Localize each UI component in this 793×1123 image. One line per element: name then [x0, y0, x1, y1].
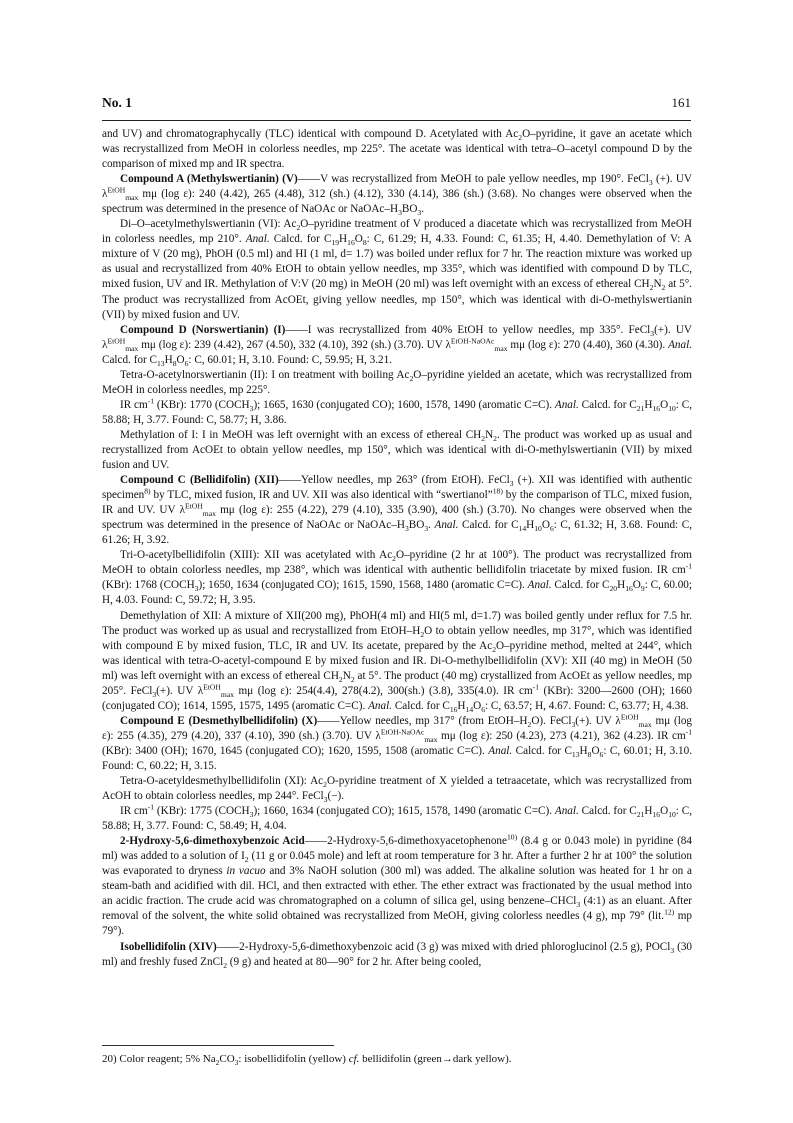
text-run: ——V was recrystallized from MeOH to pale yellow needles, mp 190°. FeCl — [297, 173, 649, 186]
superscript: 8) — [144, 486, 151, 496]
italic-text: in vacuo — [226, 865, 266, 878]
text-run: mμ (log ε): 250 (4.23), 273 (4.21), 362 (4.23). IR cm — [437, 729, 686, 742]
text-run: : C, 63.57; H, 4.67. Found: C, 63.77; H, 4.38. — [485, 699, 689, 712]
superscript: -1 — [685, 561, 692, 571]
italic-text: Anal. — [554, 805, 579, 818]
text-run: H — [579, 744, 588, 757]
text-run: ——2-Hydroxy-5,6-dimethoxyacetophenone — [304, 835, 507, 848]
subscript: 6 — [184, 358, 189, 368]
text-run: ——Yellow needles, mp 263° (from EtOH). FeCl — [278, 474, 510, 487]
text-run: Calcd. for C — [551, 579, 610, 592]
text-run: ——I was recrystallized from 40% EtOH to yellow needles, mp 335°. FeCl — [285, 323, 651, 336]
text-run: : C, 60.00; H, 4.03. Found: C, 59.72; H, 3.95. — [102, 579, 693, 607]
text-run: Calcd. for C — [578, 398, 637, 411]
text-run: Calcd. for C — [392, 699, 450, 712]
subscript: 3 — [648, 178, 653, 188]
text-run: (+). UV λ — [156, 684, 204, 697]
text-run: and UV) and chromatographycally (TLC) identical with compound D. Acetylated with Ac — [102, 128, 519, 140]
text-run: Calcd. for C — [578, 805, 637, 818]
paragraph-p7 — [102, 428, 692, 473]
header-rule — [102, 120, 691, 121]
text-run: mμ (log ε): 255 (4.35), 279 (4.20), 337 (4.10), 390 (sh.) (3.70). UV λ — [102, 714, 693, 742]
subscript: 16 — [347, 238, 355, 248]
subscript: 10 — [668, 404, 676, 414]
text-run: : C, 60.01; H, 3.10. Found: C, 59.95; H, 3.21. — [188, 353, 392, 366]
text-run: : C, 60.01; H, 3.10. Found: C, 60.22; H, 3.15. — [102, 744, 692, 772]
paragraph-p10 — [102, 609, 692, 714]
text-run: H — [164, 353, 173, 366]
text-run: ); 1650, 1634 (conjugated CO); 1615, 1590, 1568, 1480 (aromatic C=C). — [198, 579, 528, 592]
text-run: (30 ml) and freshly fused ZnCl — [102, 940, 693, 968]
article-body — [102, 127, 692, 970]
text-run: O — [354, 233, 363, 246]
paragraph-p14 — [102, 834, 692, 939]
subscript: 16 — [625, 584, 633, 594]
text-run: mμ (log ε): 270 (4.40), 360 (4.30). — [507, 338, 669, 351]
text-run: mμ (log ε): 255 (4.22), 279 (4.10), 335 (3.90), 400 (sh.) (3.70). No changes were observed when the spectrum was determined in the presence of NaOAc or NaOAc–H — [102, 504, 692, 532]
text-run: (KBr): 3400 (OH); 1670, 1645 (conjugated CO); 1620, 1595, 1508 (aromatic C=C). — [102, 744, 489, 757]
text-run: (8.4 g or 0.043 mole) in pyridine (84 ml) was added to a solution of I — [102, 835, 692, 863]
text-run: O — [473, 699, 482, 712]
text-run: . — [428, 519, 435, 532]
text-run: O to obtain yellow needles, mp 317°, which was identified with compound E by mixed fusion, TLC, IR and UV. Its acetate, prepared by the Ac — [102, 624, 692, 652]
text-run: H — [617, 579, 626, 592]
subscript: max — [125, 343, 139, 353]
text-run: (KBr): 3200—2600 (OH); 1660 (conjugated CO); 1614, 1595, 1575, 1495 (aromatic C=C). — [102, 684, 693, 712]
subscript: 3 — [417, 208, 422, 218]
subscript: 13 — [157, 358, 165, 368]
text-run: IR cm — [120, 805, 148, 818]
paragraph-p6 — [102, 398, 692, 428]
text-run: (KBr): 1770 (COCH — [154, 398, 250, 411]
text-run: (KBr): 1775 (COCH — [154, 805, 250, 818]
text-run: Di–O–acetylmethylswertianin (VI): Ac — [120, 218, 297, 231]
compound-heading: Compound C (Bellidifolin) (XII) — [120, 474, 279, 487]
paragraph-p4 — [102, 323, 692, 368]
subscript: 6 — [481, 705, 486, 715]
text-run: : C, 58.88; H, 3.77. Found: C, 58.77; H, 3.86. — [102, 398, 693, 426]
subscript: 3 — [249, 810, 254, 820]
superscript: -1 — [147, 396, 155, 406]
subscript: 2 — [420, 629, 425, 639]
subscript: 2 — [492, 644, 496, 654]
text-run: Demethylation of XII: A mixture of XII(200 mg), PhOH(4 ml) and HI(5 ml, d=1.7) was boiled gently under reflux for 7.5 hr. The product was worked up as usual and recrystallized from EtOH–H — [102, 609, 692, 637]
text-run: Tetra-O-acetylnorswertianin (II): I on treatment with boiling Ac — [120, 368, 410, 381]
subscript: 2 — [296, 223, 301, 233]
text-run: at 5°. The product (40 mg) crystallized from AcOEt as yellow needles, mp 205°. FeCl — [102, 669, 693, 697]
text-run: Calcd. for C — [512, 744, 572, 757]
paragraph-p15 — [102, 940, 692, 970]
subscript: 3 — [323, 795, 328, 805]
text-run: mμ (log ε): 254(4.4), 278(4.2), 300(sh.) (3.8), 335(4.0). IR cm — [234, 684, 533, 697]
italic-text: cf. — [348, 1053, 360, 1065]
subscript: max — [494, 343, 508, 353]
subscript: 10 — [668, 810, 676, 820]
text-run: mp 79°). — [102, 910, 692, 938]
text-run: by the comparison of TLC, mixed fusion, IR and UV. UV λ — [102, 489, 692, 517]
subscript: 21 — [636, 810, 645, 820]
text-run: (9 g) and heated at 80—90° for 2 hr. After being cooled, — [227, 955, 482, 968]
superscript: -1 — [685, 727, 692, 737]
subscript: 21 — [636, 404, 645, 414]
text-run: BO — [401, 203, 418, 216]
text-run: 20) Color reagent; 5% Na — [102, 1053, 216, 1065]
subscript: max — [202, 509, 216, 519]
superscript: 10) — [506, 832, 518, 842]
page-header — [102, 95, 691, 115]
subscript: 2 — [223, 960, 227, 970]
text-run: Tri-O-acetylbellidifolin (XIII): XII was acetylated with Ac — [120, 549, 393, 562]
text-run: O — [660, 398, 669, 411]
superscript: EtOH-NaOAc — [380, 727, 425, 737]
compound-heading: Isobellidifolin (XIV) — [120, 940, 217, 953]
text-run: (+). XII was identified with authentic specimen — [102, 474, 693, 502]
subscript: 6 — [599, 750, 604, 760]
subscript: 2 — [661, 283, 666, 293]
subscript: 3 — [571, 720, 576, 730]
text-run: H — [644, 805, 653, 818]
paragraph-p2 — [102, 172, 692, 217]
italic-text: Anal. — [245, 233, 270, 246]
subscript: 8 — [362, 238, 367, 248]
text-run: ); 1660, 1634 (conjugated CO); 1615, 1578, 1490 (aromatic C=C). — [253, 805, 555, 818]
subscript: 2 — [409, 373, 414, 383]
text-run: O — [541, 519, 550, 532]
text-run: . The product was worked up as usual and recrystallized from AcOEt to obtain yellow needles, mp 150°, which was identical with di-O-methylswertianin (VII) by mixed fusion and UV. — [102, 428, 692, 472]
subscript: 3 — [194, 584, 199, 594]
text-run: O — [660, 805, 669, 818]
footnote-rule — [102, 1045, 334, 1046]
subscript: 2 — [527, 720, 532, 730]
subscript: 3 — [670, 945, 675, 955]
text-run: and 3% NaOH solution (300 ml) was added. The alkaline solution was heated for 1 hr on a steam-bath and acidified with dil. HCl, and then extracted with ether. The ether extract was fractionated by the usual method into an acidic fraction. The crude acid was chromatographed on a column of silica gel, using benzene–CHCl — [102, 865, 692, 908]
subscript: 3 — [234, 1058, 239, 1068]
subscript: 3 — [576, 900, 581, 910]
text-run: : isobellidifolin (yellow) — [238, 1053, 349, 1065]
text-run: O–pyridine method, melted at 244°, which was identical with tetra-O-acetyl-compound E by mixed fusion and IR. Di-O-methylbellidifolin (XV): XII (40 mg) in MeOH (50 ml) was left overnight with an excess of ethereal CH — [102, 639, 692, 682]
text-run: mμ (log ε): 240 (4.42), 265 (4.48), 312 (sh.) (4.12), 330 (4.14), 386 (sh.) (3.68). No changes were observed when the spectrum was determined in the presence of NaOAc or NaOAc–H — [102, 188, 692, 216]
text-run: N — [653, 278, 662, 291]
text-run: by TLC, mixed fusion, IR and UV. XII was also identical with “swertianol” — [150, 489, 493, 502]
subscript: max — [220, 689, 235, 699]
text-run: ——2-Hydroxy-5,6-dimethoxybenzoic acid (3 g) was mixed with dried phloroglucinol (2.5 g), POCl — [216, 940, 671, 953]
subscript: 3 — [404, 524, 409, 534]
subscript: 3 — [509, 479, 514, 489]
subscript: 2 — [244, 855, 249, 865]
subscript: 2 — [481, 434, 486, 444]
text-run: O — [176, 353, 185, 366]
text-run: N — [342, 669, 351, 682]
subscript: 16 — [652, 404, 661, 414]
text-run: BO — [408, 519, 425, 532]
superscript: EtOH — [620, 712, 639, 722]
subscript: 14 — [518, 524, 527, 534]
italic-text: Anal. — [434, 519, 459, 532]
subscript: 13 — [571, 750, 580, 760]
text-run: H — [644, 398, 653, 411]
subscript: 20 — [609, 584, 618, 594]
superscript: EtOH — [107, 335, 126, 345]
text-run: Methylation of I: I in MeOH was left overnight with an excess of ethereal CH — [120, 428, 482, 441]
text-run: O–pyridine yielded an acetate, which was recrystallized from MeOH in colorless needles, mp 225°. — [102, 368, 692, 396]
subscript: 9 — [640, 584, 645, 594]
text-run: O–pyridine, it gave an acetate which was recrystallized from MeOH in colorless needles, mp 225°. The acetate was identical with tetra–O–acetyl compound D by the comparison of mixed mp and IR spectra. — [102, 128, 692, 171]
text-run: H — [339, 233, 348, 246]
text-run: O — [632, 579, 641, 592]
text-run: (+). UV λ — [102, 173, 692, 201]
paragraph-p5 — [102, 368, 692, 398]
subscript: 2 — [350, 674, 355, 684]
text-run: IR cm — [120, 398, 148, 411]
text-run: O-pyridine treatment of X yielded a tetraacetate, which was recrystallized from AcOH to obtain colorless needles, mp 244°. FeCl — [102, 775, 692, 803]
text-run: ——Yellow needles, mp 317° (from EtOH–H — [317, 714, 528, 727]
paragraph-p12 — [102, 774, 692, 804]
text-run: N — [485, 428, 494, 441]
text-run: ); 1665, 1630 (conjugated CO); 1600, 1578, 1490 (aromatic C=C). — [253, 398, 555, 411]
subscript: max — [125, 193, 139, 203]
text-run: (KBr): 1768 (COCH — [102, 579, 195, 592]
subscript: 2 — [649, 283, 654, 293]
text-run: at 5°. The product was recrystallized from AcOEt, giving yellow needles, mp 150°, which was identical with di-O-methylswertianin (VII) by mixed fusion and UV. — [102, 278, 692, 321]
paragraph-p3 — [102, 217, 692, 322]
subscript: max — [424, 735, 438, 745]
text-run: : C, 58.88; H, 3.77. Found: C, 58.49; H, 4.04. — [102, 805, 693, 833]
text-run: O). FeCl — [531, 714, 572, 727]
superscript: EtOH — [203, 682, 221, 691]
superscript: -1 — [147, 802, 155, 812]
paragraph-p11 — [102, 714, 692, 774]
subscript: max — [638, 720, 652, 730]
text-run: O–pyridine treatment of V produced a diacetate which was recrystallized from MeOH in colorless needles, mp 210°. — [102, 218, 692, 246]
text-run: O–pyridine (2 hr at 100°). The product was recrystallized from MeOH to obtain colorless needles, mp 238°, which was identical with authentic bellidifolin triacetate by mixed fusion. IR cm — [102, 549, 692, 577]
subscript: 2 — [518, 133, 523, 143]
paragraph-p13 — [102, 804, 692, 834]
subscript: 2 — [338, 674, 343, 684]
subscript: 2 — [323, 780, 327, 790]
subscript: 8 — [587, 750, 592, 760]
subscript: 6 — [549, 524, 554, 534]
italic-text: Anal. — [527, 579, 552, 592]
text-run: . — [421, 203, 425, 216]
subscript: 2 — [392, 554, 396, 564]
paragraph-p1 — [102, 127, 692, 172]
subscript: 14 — [465, 705, 474, 715]
italic-text: Anal. — [554, 398, 579, 411]
compound-heading: Compound D (Norswertianin) (I) — [120, 323, 286, 336]
subscript: 3 — [650, 328, 655, 338]
subscript: 2 — [215, 1058, 220, 1068]
superscript: EtOH-NaOAc — [450, 335, 495, 345]
text-run: Tetra-O-acetyldesmethylbellidifolin (XI): Ac — [120, 775, 324, 788]
subscript: 19 — [331, 238, 340, 248]
text-run: (+). UV λ — [575, 714, 621, 727]
subscript: 16 — [449, 705, 458, 715]
subscript: 2 — [493, 434, 497, 444]
subscript: 10 — [534, 524, 542, 534]
text-run: H — [457, 699, 466, 712]
text-run: O — [591, 744, 600, 757]
superscript: 12) — [664, 907, 675, 917]
issue-number: No. 1 — [102, 95, 132, 110]
subscript: 3 — [249, 404, 254, 414]
text-run: (+). UV λ — [102, 323, 692, 351]
text-run: mμ (log ε): 239 (4.42), 267 (4.50), 332 (4.10), 392 (sh.) (3.70). UV λ — [138, 338, 451, 351]
text-run: (4:1) as an eluant. After removal of the solvent, the white solid obtained was recrystallized from MeOH, giving colorless needles (4 g), mp 79° (lit. — [102, 895, 693, 923]
superscript: 18) — [492, 486, 503, 496]
text-run: bellidifolin (green→dark yellow). — [359, 1053, 512, 1065]
compound-heading: Compound A (Methylswertianin) (V) — [120, 173, 298, 186]
footnote — [102, 1052, 692, 1066]
italic-text: Anal. — [488, 744, 513, 757]
subscript: 3 — [152, 689, 157, 699]
superscript: -1 — [532, 682, 540, 691]
subscript: 8 — [172, 358, 177, 368]
page-number: 161 — [671, 95, 691, 110]
paragraph-p9 — [102, 548, 692, 608]
compound-heading: 2-Hydroxy-5,6-dimethoxybenzoic Acid — [120, 835, 305, 848]
text-run: (11 g or 0.045 mole) and left at room temperature for 3 hr. After a further 2 hr at 100° the solution was evaporated to dryness — [102, 850, 692, 878]
paragraph-p8 — [102, 473, 692, 548]
text-run: (−). — [327, 790, 345, 803]
compound-heading: Compound E (Desmethylbellidifolin) (X) — [120, 714, 318, 727]
text-run: Calcd. for C — [102, 353, 157, 366]
subscript: 3 — [398, 208, 402, 218]
subscript: 3 — [424, 524, 429, 534]
italic-text: Anal. — [668, 338, 692, 351]
superscript: EtOH — [185, 501, 203, 511]
text-run: CO — [219, 1053, 235, 1065]
text-run: : C, 61.32; H, 3.68. Found: C, 61.26; H, 3.92. — [102, 519, 692, 547]
superscript: EtOH — [107, 185, 126, 195]
text-run: : C, 61.29; H, 4.33. Found: C, 61.35; H, 4.40. Demethylation of V: A mixture of V (20 mg), PhOH (0.5 ml) and HI (1 ml, d= 1.7) was boiled under reflux for 7 hr. The reaction mixture was worked up as usual and recrystallized from 40% EtOH to obtain yellow needles, mp 335°, which was identified with compound D by TLC, mixed fusion, UV and IR. Methylation of V:V (20 mg) in MeOH (20 ml) was left overnight with an excess of ethereal CH — [102, 233, 692, 291]
text-run: Calcd. for C — [269, 233, 332, 246]
subscript: 16 — [652, 810, 661, 820]
italic-text: Anal. — [368, 699, 393, 712]
text-run: Calcd. for C — [458, 519, 519, 532]
text-run: H — [526, 519, 535, 532]
